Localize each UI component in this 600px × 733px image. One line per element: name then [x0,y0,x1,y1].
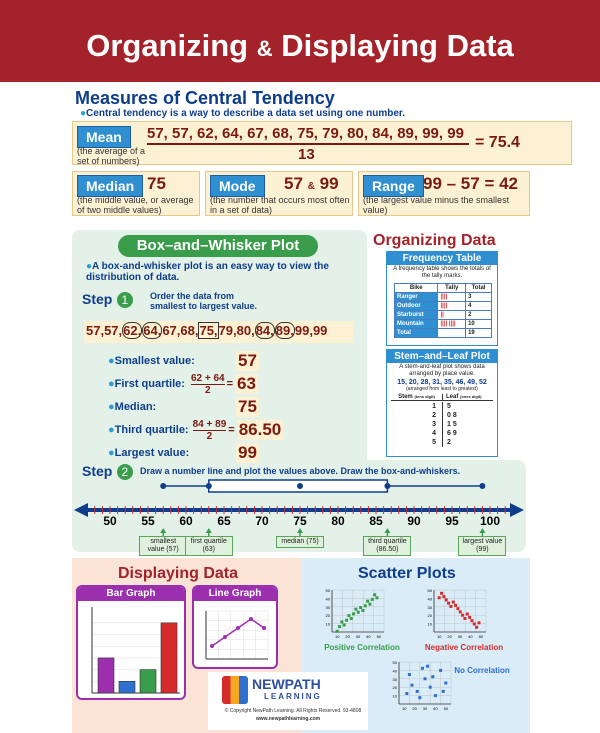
stat-q1-value: 63 [237,374,256,393]
scatter-point [421,667,424,670]
table-row: Outdoor |||| 4 [395,302,492,311]
table-row: Total 19 [395,329,492,338]
scatter-point [347,614,350,617]
left-arrow-icon [74,503,88,517]
scatter-y-tick: 40 [392,668,397,674]
tick-label: 90 [407,514,421,528]
bar-graph-title: Bar Graph [78,587,184,601]
mct-heading: Measures of Central Tendency [75,88,335,108]
line-graph-title: Line Graph [194,587,276,601]
scatter-point [368,603,371,606]
scatter-x-tick: 10 [401,706,407,711]
scatter-point [468,616,471,619]
stem-leaf-title: Stem–and–Leaf Plot [387,350,497,363]
scatter-x-tick: 10 [436,634,442,639]
stat-largest-value: 99 [238,443,257,462]
ordered-value: 75, [199,323,218,338]
scatter-point [418,696,421,699]
mean-note: (the average of a set of numbers) [77,146,146,166]
stat-q1-fraction: $\frac{62 + 64}{2}$ [190,372,225,396]
stat-smallest-label: ● Smallest value: [108,355,208,367]
scatter-positive [318,586,388,641]
scatter-point [336,630,339,633]
scatter-y-tick: 30 [392,676,397,682]
frequency-table: Bike Tally Total Ranger |||| 3 Outdoor |||| 4 Starburst || 2 Mountain |||| |||| 10 Total 19 [394,283,492,338]
negative-correlation-label: Negative Correlation [424,643,504,652]
median-value: 75 [147,174,166,193]
box-point [297,483,303,489]
ordered-value: 80, [236,323,255,338]
scatter-point [445,598,448,601]
stem-leaf-note: A stem-and-leaf plot shows data arranged by place value. [399,364,485,377]
table-row: Ranger |||| 3 [395,293,492,302]
median-panel [72,171,200,216]
stem-leaf-panel: Stem–and–Leaf Plot A stem-and-leaf plot shows data arranged by place value. 15, 20, 28, 31, 35, 46, 49, 52 (arranged from least to greatest) Stem (tens digit) Leaf (ones digit) 1 5 2 0 8 3 1 5 4 6 9 5 2 [386,349,498,457]
stem-row: 2 0 8 [391,411,493,420]
median-label: Median [77,175,143,197]
scatter-point [408,673,411,676]
scatter-point [340,620,343,623]
newpath-logo-icon [222,676,248,704]
callout-arrow-head [160,528,166,533]
box-point [384,483,390,489]
scatter-point [456,607,459,610]
page-banner-title: Organizing & Displaying Data [0,0,600,82]
range-panel [358,171,530,216]
scatter-point [475,626,478,629]
scatter-point [429,686,432,689]
stat-smallest-value: 57 [238,351,257,370]
scatter-point [459,610,462,613]
organizing-heading: Organizing Data [373,232,496,249]
bar-chart [78,601,184,699]
box-point [160,483,166,489]
callout-label: smallest value (57) [139,536,187,556]
scatter-point [345,619,348,622]
scatter-point [371,598,374,601]
scatter-x-tick: 20 [345,634,350,639]
scatter-point [426,665,429,668]
tick-label: 60 [179,514,193,528]
scatter-point [454,604,457,607]
no-correlation-label: No Correlation [454,666,510,675]
scatter-x-tick: 40 [433,706,438,711]
stem-row: 3 1 5 [391,420,493,429]
stat-median-label: ● Median: [108,401,208,413]
ordered-value: 57, [86,323,105,338]
tick-label: 70 [255,514,269,528]
scatter-negative [420,586,490,641]
ordered-value: 99, [294,323,313,338]
scatter-point [424,677,427,680]
scatter-x-tick: 10 [334,634,340,639]
scatter-x-tick: 30 [457,634,463,639]
scatter-point [364,604,367,607]
scatter-point [431,675,434,678]
ordered-value: 79, [218,323,237,338]
scatter-point [463,617,466,620]
scatter-heading: Scatter Plots [358,565,456,582]
stem-row: 4 6 9 [391,429,493,438]
ordered-value: 68, [180,323,199,338]
ordered-data [84,321,354,343]
scatter-point [440,592,443,595]
tick-label: 80 [331,514,345,528]
scatter-point [473,622,476,625]
stat-q3-value: 86.50 [238,420,282,439]
callout-label: largest value (99) [458,536,506,556]
scatter-point [373,593,376,596]
range-label: Range [363,175,424,197]
callout-arrow-head [384,528,390,533]
box-point [206,483,212,489]
scatter-point [366,600,369,603]
stem-row: 1 5 [391,402,493,411]
scatter-point [477,621,480,624]
box-whisker-title: Box–and–Whisker Plot [118,235,318,257]
scatter-point [444,682,447,685]
scatter-y-tick: 20 [392,685,397,691]
scatter-x-tick: 20 [447,634,452,639]
callout-arrow-head [206,528,212,533]
mct-definition: ● Central tendency is a way to describe a data set using one number. [80,108,405,119]
callout-label: median (75) [276,536,324,548]
stem-leaf-arranged: (arranged from least to greatest) [406,386,478,392]
stat-q3-label: ● Third quartile: [108,424,189,436]
scatter-y-tick: 30 [427,604,432,610]
scatter-point [452,601,455,604]
mode-value: 57 & 99 [284,174,339,193]
ordered-value: 62, [123,323,142,338]
scatter-point [434,694,437,697]
bar [98,658,114,693]
stats-list: ● Smallest value: 57 ● First quartile: $\frac{62 + 64}{2}$ = 63 ● Median: 75 ● Third quartile: $\frac{84 + 89}{2}$ = 86.50 ● Largest value: 99 [108,350,308,464]
bar-graph-card [76,585,186,700]
line-point [223,635,227,639]
line-graph-card [192,585,278,669]
scatter-point [357,611,360,614]
tick-label: 95 [445,514,459,528]
scatter-x-tick: 30 [422,706,428,711]
callout-arrow-head [479,528,485,533]
scatter-y-tick: 10 [392,693,397,699]
scatter-x-tick: 50 [443,706,449,711]
stat-q1-label: ● First quartile: [108,378,185,390]
range-value: 99 – 57 = 42 [423,174,519,193]
scatter-y-tick: 40 [427,596,432,602]
mean-result: = 75.4 [475,134,520,151]
scatter-point [447,602,450,605]
line-point [249,617,253,621]
step2-text: Draw a number line and plot the values above. Draw the box-and-whiskers. [140,466,461,476]
ordered-value: 89, [275,323,294,338]
scatter-y-tick: 20 [325,613,330,619]
ordered-value: 57, [104,323,123,338]
brand-url: www.newpathlearning.com [255,716,321,722]
scatter-point [416,690,419,693]
scatter-point [442,690,445,693]
scatter-point [442,595,445,598]
displaying-heading: Displaying Data [118,565,239,582]
scatter-point [350,617,353,620]
scatter-point [449,605,452,608]
ordered-value: 67, [162,323,181,338]
median-note: (the middle value, or average of two middle values) [77,195,194,215]
scatter-point [361,609,364,612]
table-row: Mountain |||| |||| 10 [395,320,492,329]
positive-correlation-label: Positive Correlation [324,643,400,652]
scatter-y-tick: 40 [325,596,330,602]
scatter-point [439,669,442,672]
bar [140,670,156,693]
ordered-value: 84, [255,323,274,338]
tick-label: 100 [479,514,501,528]
frequency-table-panel [386,251,498,346]
scatter-x-tick: 50 [478,634,484,639]
scatter-point [438,596,441,599]
scatter-point [411,684,414,687]
scatter-y-tick: 30 [325,604,330,610]
stem-row: 5 2 [391,438,493,447]
tick-label: 65 [217,514,231,528]
scatter-point [405,692,408,695]
stem-leaf-rows [391,402,493,447]
scatter-point [359,606,362,609]
ordered-value: 99 [312,323,328,338]
scatter-y-tick: 10 [427,621,432,627]
scatter-point [466,613,469,616]
mode-panel [205,171,353,216]
step2-label: Step 2 [82,463,133,481]
bar [119,681,135,693]
bar [161,623,177,693]
stat-q3-fraction: $\frac{84 + 89}{2}$ [192,418,227,442]
scatter-y-tick: 50 [325,588,330,593]
scatter-none [385,658,455,718]
frequency-table-title: Frequency Table [387,252,497,265]
right-arrow-icon [510,503,524,517]
scatter-y-tick: 10 [325,621,330,627]
scatter-point [470,619,473,622]
scatter-y-tick: 50 [427,588,432,593]
line-point [210,644,214,648]
line-point [262,626,266,630]
scatter-y-tick: 50 [392,660,397,665]
tick-label: 55 [141,514,155,528]
scatter-point [343,623,346,626]
callout-arrow-head [297,528,303,533]
table-row: Starburst || 2 [395,311,492,320]
step1-label: Step 1 [82,291,133,309]
tick-label: 85 [369,514,383,528]
range-note: (the largest value minus the smallest value) [363,195,510,215]
stem-leaf-data: 15, 20, 28, 31, 35, 46, 49, 52 [397,379,487,386]
line-point [236,626,240,630]
scatter-x-tick: 40 [468,634,473,639]
callout-label: third quartile (86.50) [363,536,411,556]
ordered-value: 64, [143,323,162,338]
scatter-x-tick: 20 [412,706,417,711]
mean-label: Mean [77,126,131,148]
line-chart [194,601,276,667]
brand-block [208,672,368,730]
line-series [212,619,264,646]
callout-label: first quartile (63) [185,536,233,556]
mode-label: Mode [210,175,265,197]
mean-panel [72,121,572,165]
box-whisker-def: ● A box-and-whisker plot is an easy way to view the distribution of data. [86,261,356,283]
mean-numerator: 57, 57, 62, 64, 67, 68, 75, 79, 80, 84, 89, 99, 99 [147,125,464,142]
scatter-point [375,596,378,599]
scatter-point [461,614,464,617]
copyright: © Copyright NewPath Learning. All Rights Reserved. 93-4808 [224,708,362,714]
step1-text: Order the data from smallest to largest value. [150,291,258,311]
box-point [479,483,485,489]
scatter-x-tick: 40 [366,634,371,639]
frequency-note: A frequency table shows the totals of the tally marks. [393,266,491,279]
scatter-x-tick: 50 [376,634,382,639]
scatter-y-tick: 20 [427,613,432,619]
mode-note: (the number that occurs most often in a set of data) [210,195,350,215]
scatter-point [352,612,355,615]
brand-name: NEWPATH [252,676,321,692]
tick-label: 75 [293,514,307,528]
scatter-point [354,608,357,611]
brand-subname: LEARNING [264,692,322,701]
scatter-x-tick: 30 [355,634,361,639]
stat-median-value: 75 [238,397,257,416]
mean-denominator: 13 [298,146,315,163]
stat-largest-label: ● Largest value: [108,447,208,459]
scatter-point [338,625,341,628]
tick-label: 50 [103,514,117,528]
